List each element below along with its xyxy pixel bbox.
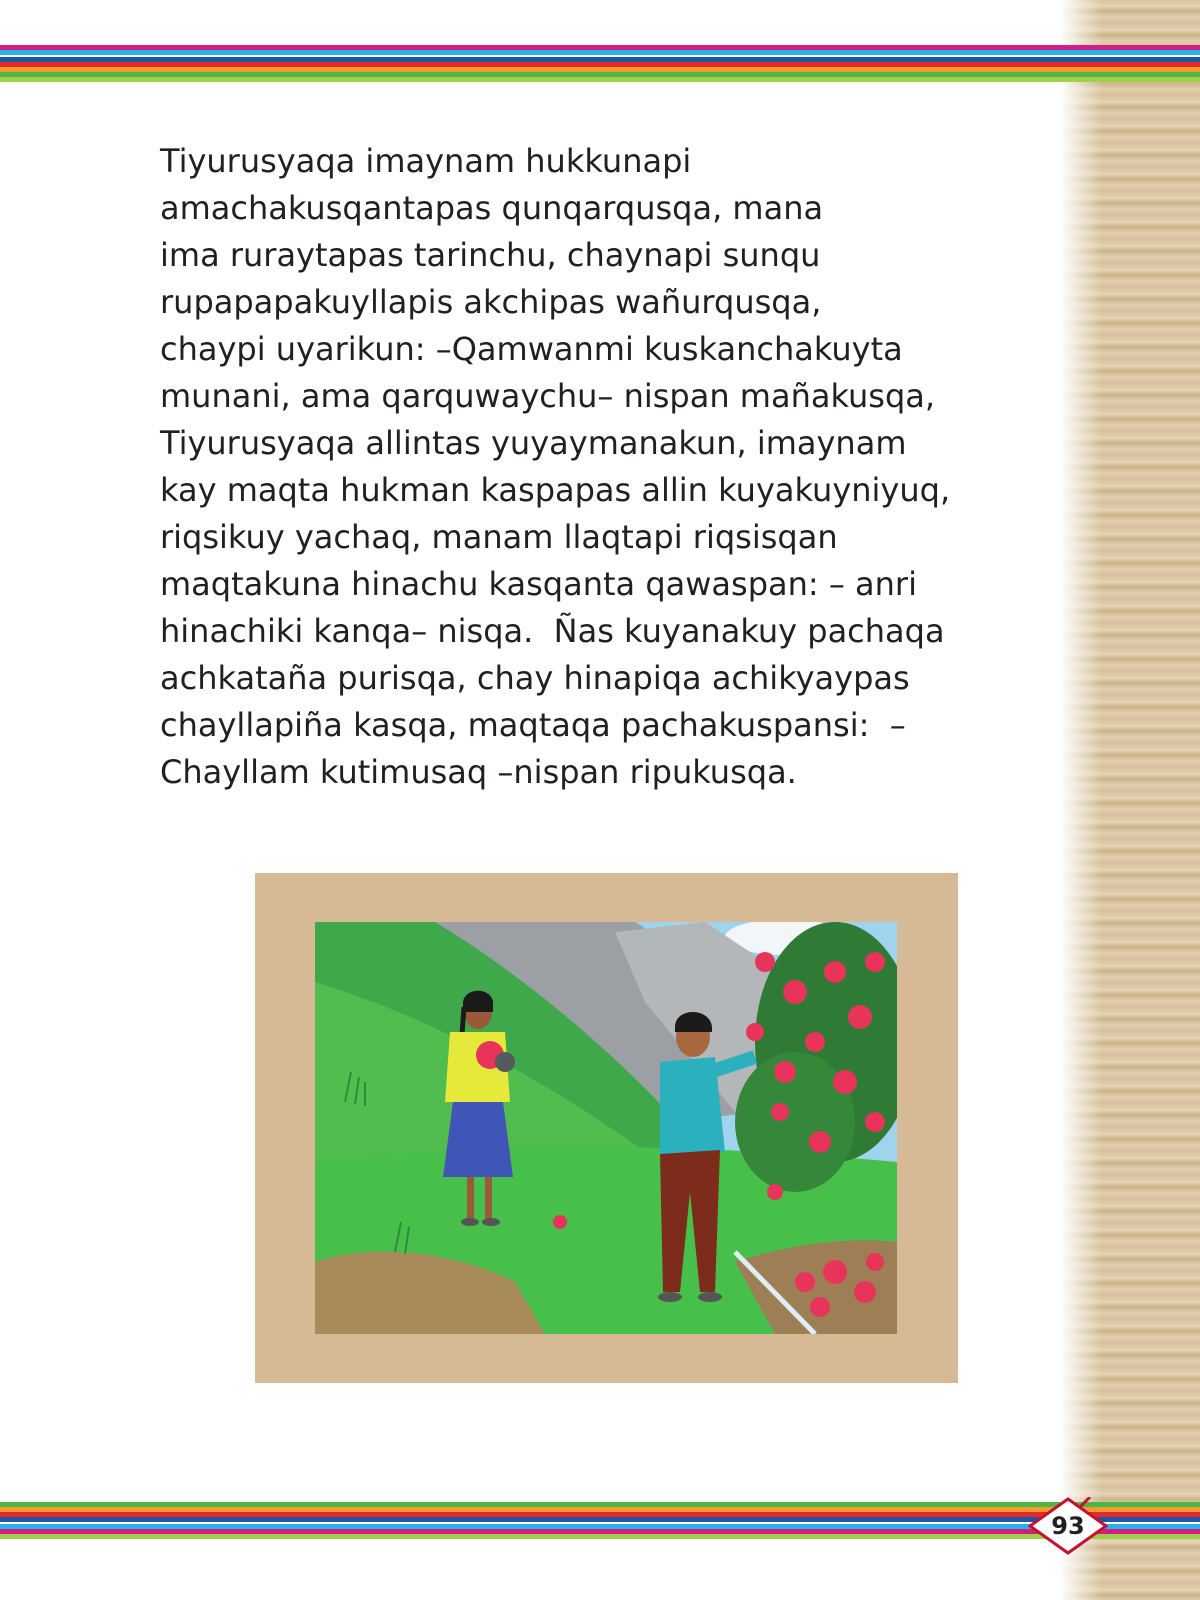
paragraph-line: ima ruraytapas tarinchu, chaynapi sunqu	[160, 236, 821, 274]
page-number: 93	[1051, 1512, 1085, 1540]
paragraph-line: maqtakuna hinachu kasqanta qawaspan: – anri	[160, 565, 917, 603]
illustration-children-picking-flowers-icon	[315, 922, 897, 1334]
paragraph-line: chaypi uyarikun: –Qamwanmi kuskanchakuyta	[160, 330, 903, 368]
paragraph-line: amachakusqantapas qunqarqusqa, mana	[160, 189, 824, 227]
wood-texture-margin	[1060, 0, 1200, 1600]
paragraph-line: riqsikuy yachaq, manam llaqtapi riqsisqan	[160, 518, 838, 556]
top-decorative-stripes	[0, 45, 1200, 92]
paragraph-line: Tiyurusyaqa allintas yuyaymanakun, imaynam	[160, 424, 907, 462]
paragraph-line: rupapapakuyllapis akchipas wañurqusqa,	[160, 283, 822, 321]
paragraph-line: Chayllam kutimusaq –nispan ripukusqa.	[160, 753, 797, 791]
paragraph-line: munani, ama qarquwaychu– nispan mañakusqa,	[160, 377, 936, 415]
paragraph-line: Tiyurusyaqa imaynam hukkunapi	[160, 142, 692, 180]
bottom-decorative-stripes	[0, 1502, 1200, 1549]
illustration-frame	[255, 873, 958, 1383]
paragraph-line: achkataña purisqa, chay hinapiqa achikyaypas	[160, 659, 910, 697]
paragraph-line: hinachiki kanqa– nisqa. Ñas kuyanakuy pachaqa	[160, 612, 945, 650]
paragraph-line: chayllapiña kasqa, maqtaqa pachakuspansi: –	[160, 706, 906, 744]
page-number-badge	[1028, 1497, 1108, 1555]
paragraph-line: kay maqta hukman kaspapas allin kuyakuyniyuq,	[160, 471, 951, 509]
story-paragraph	[160, 138, 1030, 796]
